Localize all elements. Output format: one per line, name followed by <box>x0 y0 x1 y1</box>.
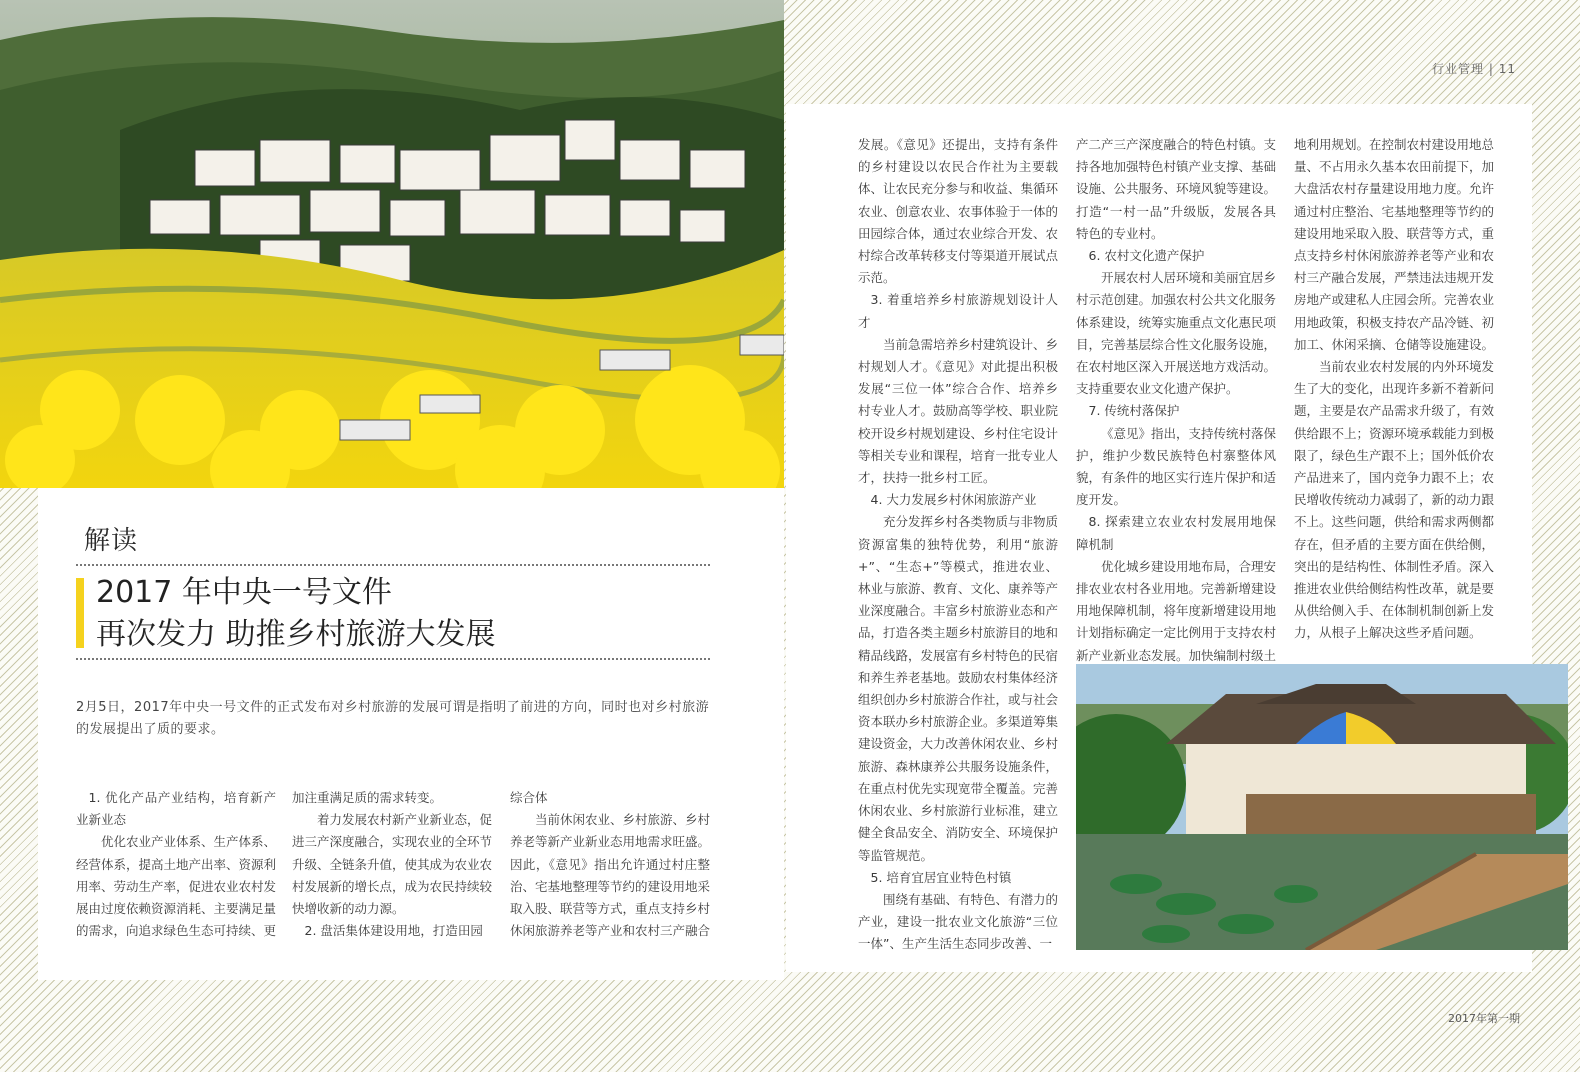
paragraph: 产二产三产深度融合的特色村镇。支持各地加强特色村镇产业支撑、基础设施、公共服务、环境风貌等建设。打造“一村一品”升级版，发展各具特色的专业村。 <box>1076 137 1277 241</box>
paragraph: 充分发挥乡村各类物质与非物质资源富集的独特优势，利用“旅游+”、“生态+”等模式，推进农业、林业与旅游、教育、文化、康养等产业深度融合。丰富乡村旅游业态和产品，打造各类主题乡村旅游目的地和精品线路，发展富有乡村特色的民宿和养生养老基地。鼓励农村集体经济组织创办乡村旅游合作社，或与社会资本联办乡村旅游企业。多渠道筹集建设资金，大力改善休闲农业、乡村旅游、森林康养公共服务设施条件，在重点村优先实现宽带全覆盖。完善休闲农业、乡村旅游行业标准，建立健全食品安全、消防安全、环境保护等监管规范。 <box>858 514 1059 863</box>
heading-1: 1. 优化产品产业结构，培育新产业新业态 <box>76 790 276 828</box>
title-line-2: 再次发力 助推乡村旅游大发展 <box>96 617 496 652</box>
column-5 <box>1076 134 1276 667</box>
paragraph: 发展。《意见》还提出，支持有条件的乡村建设以农民合作社为主要载体、让农民充分参与和收益、集循环农业、创意农业、农事体验于一体的田园综合体，通过农业综合开发、农村综合改革转移支付等渠道开展试点示范。 <box>858 137 1059 286</box>
paragraph: 地利用规划。在控制农村建设用地总量、不占用永久基本农田前提下，加大盘活农村存量建设用地力度。允许通过村庄整治、宅基地整理等节约的建设用地采取入股、联营等方式，重点支持乡村休闲旅游养老等产业和农村三产融合发展，严禁违法违规开发房地产或建私人庄园会所。完善农业用地政策，积极支持农产品冷链、初加工、休闲采摘、仓储等设施建设。 <box>1294 137 1495 352</box>
paragraph: 加注重满足质的需求转变。 <box>292 790 443 805</box>
title-line-1: 2017 年中央一号文件 <box>96 575 392 610</box>
heading-7: 7. 传统村落保护 <box>1088 403 1180 419</box>
paragraph: 开展农村人居环境和美丽宜居乡村示范创建。加强农村公共文化服务体系建设，统筹实施重点文化惠民项目，完善基层综合性文化服务设施，在农村地区深入开展送地方戏活动。支持重要农业文化遗产保护。 <box>1076 270 1277 397</box>
column-4 <box>858 134 1058 956</box>
lead-paragraph: 2月5日，2017年中央一号文件的正式发布对乡村旅游的发展可谓是指明了前进的方向，同时也对乡村旅游的发展提出了质的要求。 <box>76 700 710 737</box>
article-title <box>96 572 496 656</box>
heading-4: 4. 大力发展乡村休闲旅游产业 <box>870 492 1037 508</box>
column-3 <box>510 787 710 942</box>
heading-8: 8. 探索建立农业农村发展用地保障机制 <box>1076 514 1276 552</box>
waterside-pavilion-photo <box>1076 664 1568 950</box>
heading-2: 2. 盘活集体建设用地，打造田园 <box>304 923 483 939</box>
divider-bottom <box>76 658 710 660</box>
section-kicker: 解读 <box>84 526 139 556</box>
heading-3: 3. 着重培养乡村旅游规划设计人才 <box>858 292 1058 330</box>
paragraph: 综合体 <box>510 790 548 805</box>
paragraph: 优化城乡建设用地布局，合理安排农业农村各业用地。完善新增建设用地保障机制，将年度新增建设用地计划指标确定一定比例用于支持农村新产业新业态发展。加快编制村级土 <box>1076 558 1277 663</box>
paragraph: 优化农业产业体系、生产体系、经营体系，提高土地产出率、资源利用率、劳动生产率，促进农业农村发展由过度依赖资源消耗、主要满足量的需求，向追求绿色生态可持续、更 <box>76 834 277 939</box>
paragraph: 围绕有基础、有特色、有潜力的产业，建设一批农业文化旅游“三位一体”、生产生活生态同步改善、一 <box>858 891 1059 952</box>
village-rapeseed-photo <box>0 0 784 488</box>
title-accent-bar <box>76 578 84 648</box>
divider-top <box>76 564 710 566</box>
heading-5: 5. 培育宜居宜业特色村镇 <box>870 869 1012 885</box>
paragraph: 当前休闲农业、乡村旅游、乡村养老等新产业新业态用地需求旺盛。因此，《意见》指出允许通过村庄整治、宅基地整理等节约的建设用地采取入股、联营等方式，重点支持乡村休闲旅游养老等产业和农村三产融合 <box>510 812 711 939</box>
column-1 <box>76 787 276 942</box>
running-header: 行业管理 | 11 <box>1432 62 1516 76</box>
paragraph: 当前农业农村发展的内外环境发生了大的变化，出现许多新不着新问题，主要是农产品需求升级了，有效供给跟不上；资源环境承载能力到极限了，绿色生产跟不上；国外低价农产品进来了，国内竞争力跟不上；农民增收传统动力减弱了，新的动力跟不上。这些问题，供给和需求两侧都存在，但矛盾的主要方面在供给侧，突出的是结构性、体制性矛盾。深入推进农业供给侧结构性改革，就是要从供给侧入手、在体制机制创新上发力，从根子上解决这些矛盾问题。 <box>1294 359 1495 641</box>
paragraph: 着力发展农村新产业新业态，促进三产深度融合，实现农业的全环节升级、全链条升值，使其成为农业农村发展新的增长点，成为农民持续较快增收新的动力源。 <box>292 812 493 917</box>
column-2 <box>292 787 492 942</box>
heading-6: 6. 农村文化遗产保护 <box>1088 248 1205 264</box>
header-section: 行业管理 <box>1432 62 1485 76</box>
page-number: 11 <box>1498 62 1516 76</box>
paragraph: 当前急需培养乡村建筑设计、乡村规划人才。《意见》对此提出积极发展“三位一体”综合合作、培养乡村专业人才。鼓励高等学校、职业院校开设乡村规划建设、乡村住宅设计等相关专业和课程，培育一批专业人才，扶持一批乡村工匠。 <box>858 336 1059 486</box>
column-6 <box>1294 134 1494 645</box>
issue-footer: 2017年第一期 <box>1448 1012 1520 1025</box>
paragraph: 《意见》指出，支持传统村落保护，维护少数民族特色村寨整体风貌，有条件的地区实行连片保护和适度开发。 <box>1076 425 1277 508</box>
